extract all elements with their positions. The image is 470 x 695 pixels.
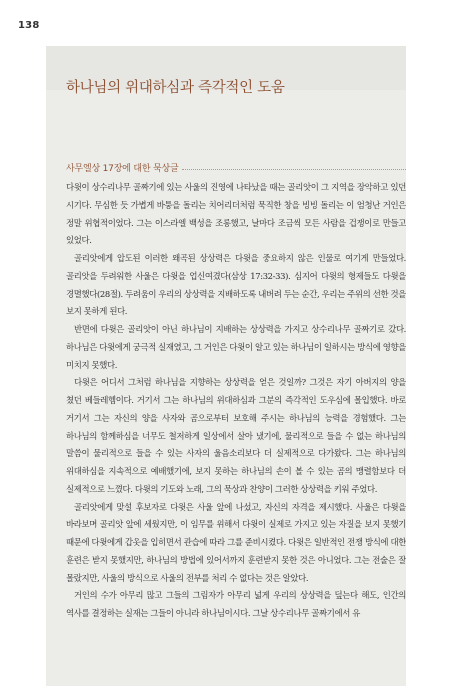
body-text (66, 179, 406, 623)
paragraph: 다윗은 어디서 그처럼 하나님을 지향하는 상상력을 얻은 것일까? 그것은 자기 아버지의 양을 쳤던 베들레헴이다. 거기서 그는 하나님의 위대하심과 그분의 즉각적인 도우심에 몰입했다. 바로 거기서 그는 자신의 양을 사자와 곰으로부터 보호해 주시는 하나님의 능력을 경험했다. 그는 하나님의 함께하심을 너무도 철저하게 일상에서 살아 냈기에, 물리적으로 들을 수 없는 하나님의 말씀이 물리적으로 들을 수 있는 사자의 울음소리보다 더 실제적으로 다가왔다. 그는 하나님의 위대하심을 지속적으로 예배했기에, 보지 못하는 하나님의 손이 볼 수 있는 곰의 맹렬함보다 더 실제적으로 느꼈다. 다윗의 기도와 노래, 그의 묵상과 찬양이 그러한 상상력을 키워 주었다. (66, 377, 406, 494)
paragraph: 다윗이 상수리나무 골짜기에 있는 사울의 진영에 나타났을 때는 골리앗이 그 지역을 장악하고 있던 시기다. 무심한 듯 가볍게 바퉁을 돌리는 치어리더처럼 묵직한 창을 빙빙 돌리는 이 엄청난 거인은 정말 위협적이었다. 그는 이스라엘 백성을 조롱했고, 날마다 조금씩 모든 사람을 겁쟁이로 만들고 있었다. (66, 182, 406, 246)
paragraph: 골리앗에게 압도된 이러한 왜곡된 상상력은 다윗을 중요하지 않은 인물로 여기게 만들었다. 골리앗을 두려워한 사울은 다윗을 업신여겼다(삼상 17:32-33). 심지어 다윗의 형제들도 다윗을 경멸했다(28절). 두려움이 우리의 상상력을 지배하도록 내버려 두는 순간, 우리는 주위의 선한 것을 보지 못하게 된다. (66, 253, 406, 317)
chapter-title: 하나님의 위대하심과 즉각적인 도움 (66, 80, 285, 96)
paragraph: 골리앗에게 맞설 후보자로 다윗은 사울 앞에 나섰고, 자신의 자격을 제시했다. 사울은 다윗을 바라보며 골리앗 앞에 세웠지만, 이 임무를 위해서 다윗이 실제로 가지고 있는 자질을 보지 못했기 때문에 다윗에게 갑옷을 입히면서 관습에 따라 그를 준비시켰다. 다윗은 일반적인 전쟁 방식에 대한 훈련은 받지 못했지만, 하나님의 방법에 있어서까지 훈련받지 못한 것은 아니었다. 그는 전술은 잘 몰랐지만, 사울의 방식으로 사울의 전부를 처리 수 없다는 것은 알았다. (66, 501, 406, 583)
dotted-rule-divider (182, 169, 406, 170)
paragraph: 거인의 수가 아무리 많고 그들의 그림자가 아무리 넓게 우리의 상상력을 덮는다 해도, 인간의 역사를 결정하는 실재는 그들이 아니라 하나님이시다. 그날 상수리나무 골짜기에서 유 (66, 590, 406, 618)
section-heading (66, 161, 406, 174)
page-number: 138 (18, 20, 40, 31)
content-panel (46, 46, 406, 686)
paragraph: 반면에 다윗은 골리앗이 아닌 하나님이 지배하는 상상력을 가지고 상수리나무 골짜기로 갔다. 하나님은 다윗에게 궁극적 실재였고, 그 거인은 다윗이 알고 있는 하나님이 일하시는 방식에 영향을 미치지 못했다. (66, 324, 406, 370)
section-label: 사무엘상 17장에 대한 묵상글 (66, 164, 179, 174)
